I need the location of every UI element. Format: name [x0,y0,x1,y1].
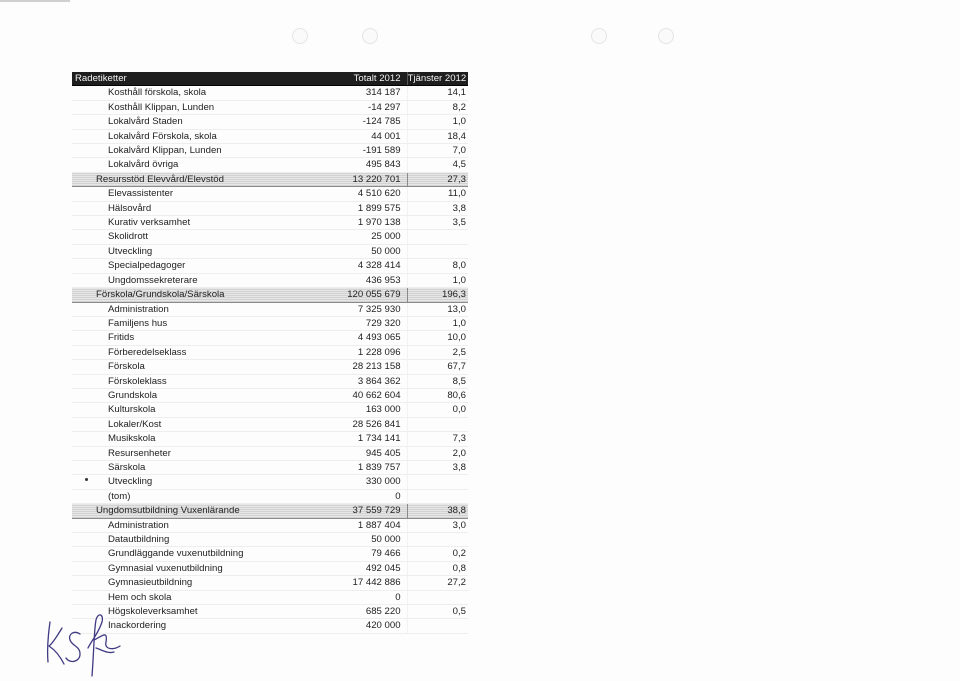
row-services: 2,5 [407,345,468,359]
group-row [72,504,468,518]
table-row [72,460,468,474]
row-services [407,475,468,489]
signature-stroke [94,635,120,649]
table-row [72,158,468,172]
table-row [72,230,468,244]
row-label: Förskola [72,360,314,374]
row-label: Lokaler/Kost [72,417,314,431]
row-services: 8,2 [407,100,468,114]
row-label: (tom) [72,489,314,503]
row-services: 4,5 [407,158,468,172]
row-services: 3,8 [407,460,468,474]
table-row [72,187,468,201]
scan-edge-mark [0,0,70,2]
row-label: Grundläggande vuxenutbildning [72,547,314,561]
row-total: 44 001 [314,129,407,143]
row-total: 79 466 [314,547,407,561]
row-services: 27,2 [407,576,468,590]
row-services: 27,3 [407,172,468,186]
row-label: Utveckling [72,244,314,258]
row-label: Förskoleklass [72,374,314,388]
row-services [407,619,468,633]
table-row [72,100,468,114]
row-services: 14,1 [407,86,468,100]
row-label: Familjens hus [72,316,314,330]
row-total: 1 734 141 [314,432,407,446]
row-label: Specialpedagoger [72,259,314,273]
row-total: 0 [314,590,407,604]
table-row [72,273,468,287]
row-services: 1,0 [407,273,468,287]
header-services-2012: Tjänster 2012 [407,73,467,84]
row-total: 330 000 [314,475,407,489]
row-services: 10,0 [407,331,468,345]
row-services: 0,2 [407,547,468,561]
table-row [72,547,468,561]
punch-hole [591,28,607,44]
handwritten-signature [28,600,138,680]
table-row [72,533,468,547]
table-row [72,576,468,590]
row-total: 7 325 930 [314,302,407,316]
row-services: 3,8 [407,201,468,215]
row-label: Särskola [72,460,314,474]
row-services [407,244,468,258]
table-row [72,417,468,431]
row-services [407,590,468,604]
row-total: 25 000 [314,230,407,244]
row-services: 7,0 [407,144,468,158]
header-row-labels: Radetiketter [72,72,314,86]
row-total: 4 328 414 [314,259,407,273]
row-total: 495 843 [314,158,407,172]
table-row [72,345,468,359]
row-total: 50 000 [314,244,407,258]
row-label: Elevassistenter [72,187,314,201]
table-row [72,403,468,417]
table-row [72,316,468,330]
row-label: Kulturskola [72,403,314,417]
row-total: 163 000 [314,403,407,417]
row-total: 492 045 [314,561,407,575]
row-services: 8,0 [407,259,468,273]
row-services: 7,3 [407,432,468,446]
row-total: 28 526 841 [314,417,407,431]
row-total: 420 000 [314,619,407,633]
row-label: Hem och skola [72,590,314,604]
row-services: 2,0 [407,446,468,460]
row-label: Högskoleverksamhet [72,605,314,619]
row-total: 4 493 065 [314,331,407,345]
table-row [72,374,468,388]
table-row [72,475,468,489]
row-services [407,489,468,503]
row-total: 436 953 [314,273,407,287]
row-total: 729 320 [314,316,407,330]
table-row [72,331,468,345]
row-total: -124 785 [314,115,407,129]
table-row [72,302,468,316]
row-label: Gymnasieutbildning [72,576,314,590]
signature-stroke [49,628,64,664]
table-row [72,144,468,158]
row-services: 196,3 [407,288,468,302]
table-body [72,86,468,633]
table-row [72,446,468,460]
row-total: -191 589 [314,144,407,158]
row-services [407,230,468,244]
row-services: 38,8 [407,504,468,518]
table-row [72,115,468,129]
signature-stroke [48,622,50,662]
row-label: Administration [72,302,314,316]
scan-dot [85,478,88,481]
table-row [72,561,468,575]
row-total: 17 442 886 [314,576,407,590]
row-total: 50 000 [314,533,407,547]
row-services: 0,0 [407,403,468,417]
table-row [72,489,468,503]
row-services [407,533,468,547]
row-total: 1 887 404 [314,518,407,532]
row-services: 3,0 [407,518,468,532]
row-label: Lokalvård övriga [72,158,314,172]
row-total: 1 228 096 [314,345,407,359]
row-services: 3,5 [407,216,468,230]
table-row [72,244,468,258]
row-total: 1 839 757 [314,460,407,474]
row-total: 4 510 620 [314,187,407,201]
row-total: 13 220 701 [314,172,407,186]
row-total: 120 055 679 [314,288,407,302]
row-label: Resursstöd Elevvård/Elevstöd [72,172,314,186]
row-services: 8,5 [407,374,468,388]
row-total: 1 899 575 [314,201,407,215]
row-label: Musikskola [72,432,314,446]
row-total: 945 405 [314,446,407,460]
row-total: 314 187 [314,86,407,100]
row-total: -14 297 [314,100,407,114]
row-label: Utveckling [72,475,314,489]
table-row [72,432,468,446]
row-label: Grundskola [72,388,314,402]
row-label: Resursenheter [72,446,314,460]
row-services: 13,0 [407,302,468,316]
row-label: Fritids [72,331,314,345]
signature-stroke [88,615,102,676]
group-row [72,172,468,186]
header-total-2012: Totalt 2012 [314,72,407,86]
group-row [72,288,468,302]
row-label: Hälsovård [72,201,314,215]
row-label: Ungdomsutbildning Vuxenlärande [72,504,314,518]
row-services: 1,0 [407,115,468,129]
row-label: Administration [72,518,314,532]
row-services: 80,6 [407,388,468,402]
row-label: Skolidrott [72,230,314,244]
row-services: 0,5 [407,605,468,619]
row-label: Ungdomssekreterare [72,273,314,287]
punch-hole [292,28,308,44]
punch-hole [362,28,378,44]
table-row [72,216,468,230]
row-total: 685 220 [314,605,407,619]
punch-hole [658,28,674,44]
row-services: 67,7 [407,360,468,374]
table-row [72,86,468,100]
row-total: 1 970 138 [314,216,407,230]
row-total: 0 [314,489,407,503]
row-label: Kosthåll förskola, skola [72,86,314,100]
row-label: Lokalvård Förskola, skola [72,129,314,143]
table-row [72,518,468,532]
row-label: Kurativ verksamhet [72,216,314,230]
row-label: Gymnasial vuxenutbildning [72,561,314,575]
row-label: Förberedelseklass [72,345,314,359]
row-label: Förskola/Grundskola/Särskola [72,288,314,302]
row-services: 1,0 [407,316,468,330]
row-label: Datautbildning [72,533,314,547]
header-row [72,72,468,86]
table-row [72,360,468,374]
row-total: 37 559 729 [314,504,407,518]
row-total: 3 864 362 [314,374,407,388]
row-label: Lokalvård Klippan, Lunden [72,144,314,158]
table-row [72,129,468,143]
table-row [72,388,468,402]
row-services [407,417,468,431]
row-label: Inackordering [72,619,314,633]
row-services: 0,8 [407,561,468,575]
table-header [72,72,468,86]
row-services: 11,0 [407,187,468,201]
row-label: Lokalvård Staden [72,115,314,129]
table-row [72,259,468,273]
table-row [72,201,468,215]
row-label: Kosthåll Klippan, Lunden [72,100,314,114]
pivot-table [72,72,468,634]
row-total: 28 213 158 [314,360,407,374]
signature-stroke [66,632,80,661]
row-services: 18,4 [407,129,468,143]
row-total: 40 662 604 [314,388,407,402]
